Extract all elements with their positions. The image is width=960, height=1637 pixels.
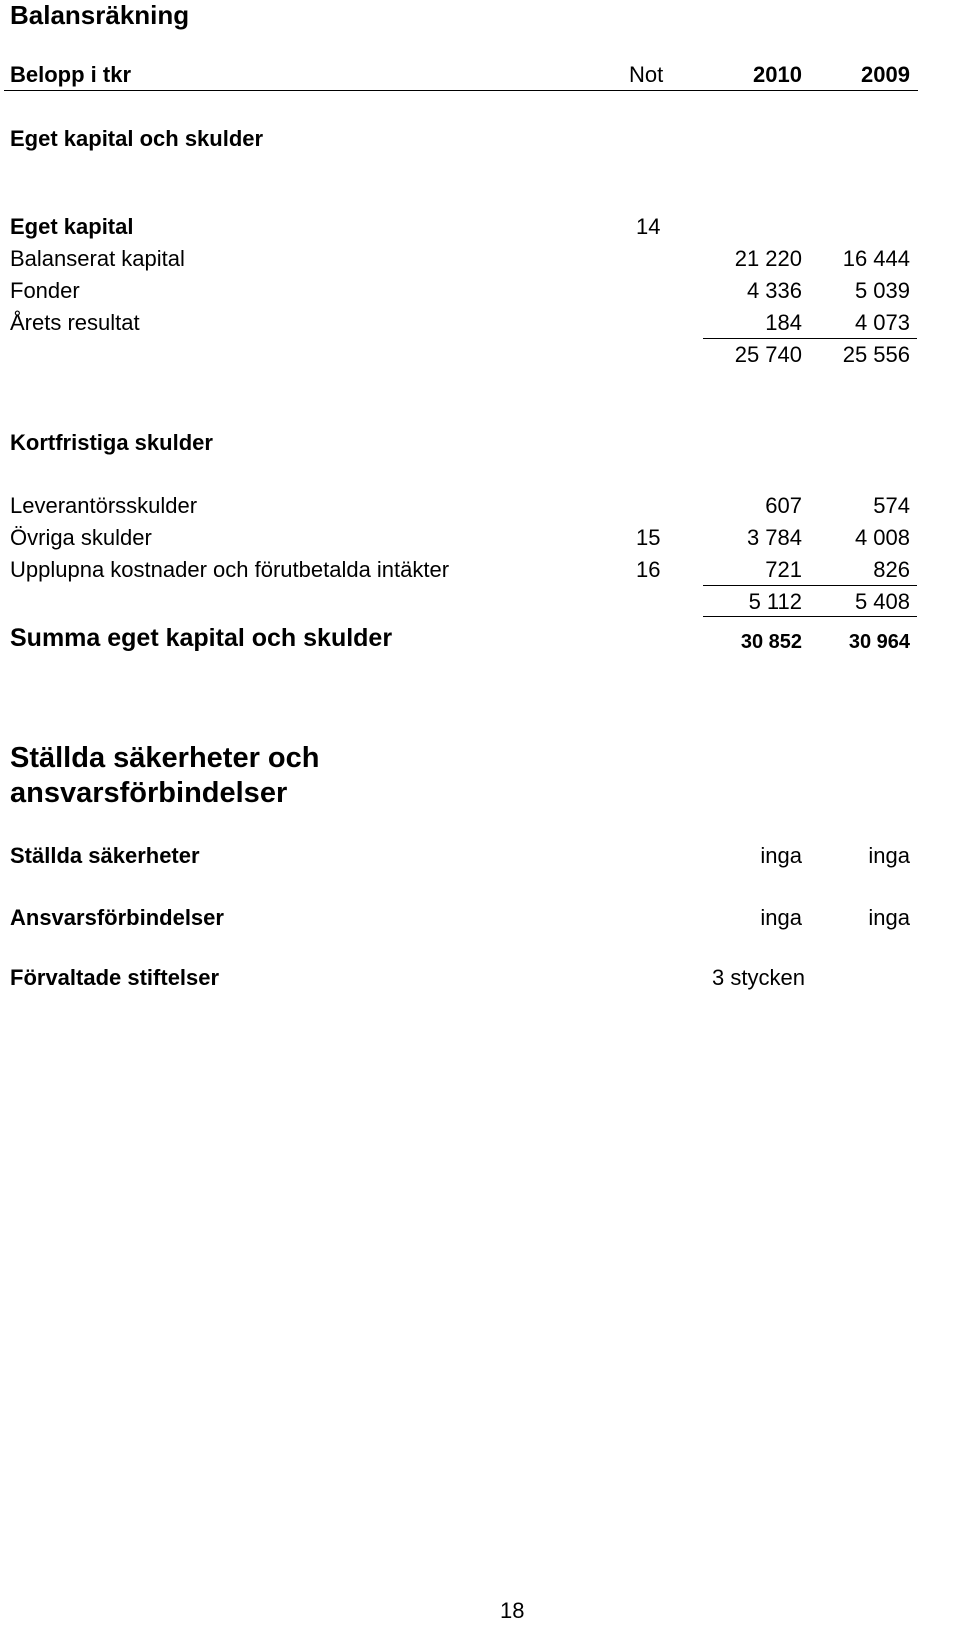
row-label: Fonder	[10, 278, 80, 303]
subtotal-2010: 25 740	[734, 342, 802, 367]
row-note: 15	[636, 525, 661, 550]
row-value-2010: 3 784	[746, 525, 802, 550]
stallda-heading-line1: Ställda säkerheter och	[10, 742, 320, 774]
row-value-2010: 607	[765, 493, 802, 518]
summa-2010: 30 852	[740, 631, 802, 653]
row-value-2010: 21 220	[734, 246, 802, 271]
ansvars-row-label: Ansvarsförbindelser	[10, 905, 224, 930]
row-note: 16	[636, 557, 661, 582]
subtotal-2009: 25 556	[842, 342, 910, 367]
row-label: Balanserat kapital	[10, 246, 185, 271]
subtotal-2010: 5 112	[748, 589, 802, 614]
eget-kapital-note: 14	[636, 214, 661, 239]
forvaltade-label: Förvaltade stiftelser	[10, 965, 220, 990]
row-value-2009: 4 008	[854, 525, 910, 550]
stallda-row-2009: inga	[868, 843, 910, 868]
header-rule	[4, 90, 918, 91]
row-label: Övriga skulder	[10, 525, 152, 550]
eget-kapital-heading: Eget kapital	[10, 214, 134, 239]
row-label: Leverantörsskulder	[10, 493, 198, 518]
header-year-2009: 2009	[861, 62, 910, 87]
kortfristiga-heading: Kortfristiga skulder	[10, 430, 213, 455]
header-year-2010: 2010	[753, 62, 802, 87]
summa-2009: 30 964	[848, 631, 910, 653]
row-value-2009: 826	[873, 557, 910, 582]
row-value-2010: 4 336	[746, 278, 802, 303]
row-value-2009: 5 039	[854, 278, 910, 303]
subtotal-rule-bottom	[703, 616, 917, 617]
ansvars-row-2010: inga	[760, 905, 802, 930]
stallda-row-label: Ställda säkerheter	[10, 843, 200, 868]
stallda-heading-line2: ansvarsförbindelser	[10, 777, 288, 809]
section-heading: Eget kapital och skulder	[10, 126, 264, 151]
forvaltade-value: 3 stycken	[712, 965, 805, 990]
row-value-2009: 16 444	[842, 246, 910, 271]
page-number: 18	[500, 1598, 525, 1623]
subtotal-rule	[703, 338, 917, 339]
ansvars-row-2009: inga	[868, 905, 910, 930]
header-label: Belopp i tkr	[10, 62, 132, 87]
row-value-2009: 4 073	[854, 310, 910, 335]
header-note: Not	[629, 62, 664, 87]
row-value-2010: 184	[765, 310, 802, 335]
row-value-2009: 574	[873, 493, 910, 518]
page-title: Balansräkning	[10, 0, 190, 30]
row-value-2010: 721	[765, 557, 802, 582]
row-label: Årets resultat	[10, 310, 140, 335]
stallda-row-2010: inga	[760, 843, 802, 868]
subtotal-2009: 5 408	[854, 589, 910, 614]
subtotal-rule	[703, 585, 917, 586]
summa-label: Summa eget kapital och skulder	[10, 624, 393, 652]
row-label: Upplupna kostnader och förutbetalda intäkter	[10, 557, 450, 582]
